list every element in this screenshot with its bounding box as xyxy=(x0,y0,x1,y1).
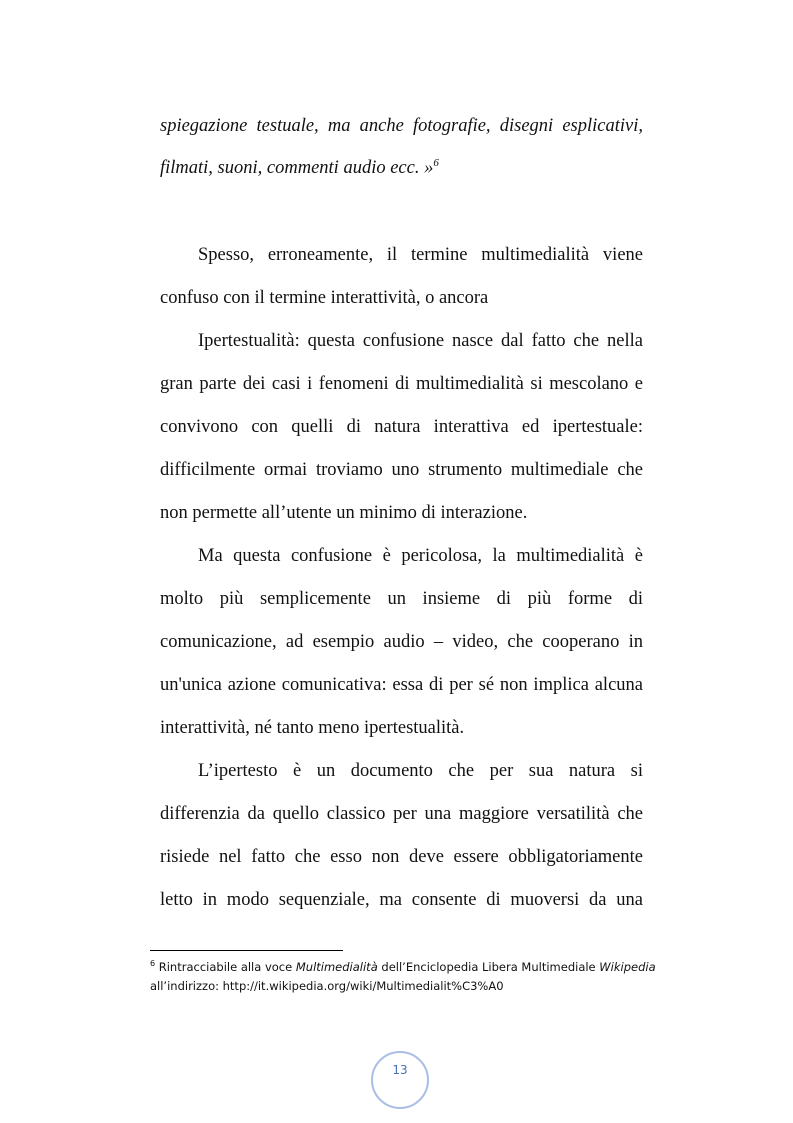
footnote-italic-term-1: Multimedialità xyxy=(295,960,378,974)
footnote-text-before: Rintracciabile alla voce xyxy=(155,960,296,974)
footnote-line-1 xyxy=(150,957,656,977)
body-line: confuso con il termine interattività, o ancora xyxy=(160,288,489,308)
body-line: gran parte dei casi i fenomeni di multimedialità si mescolano e xyxy=(160,374,643,394)
footnote-italic-term-2: Wikipedia xyxy=(599,960,656,974)
body-line: molto più semplicemente un insieme di più forme di xyxy=(160,589,643,609)
body-line: letto in modo sequenziale, ma consente di muoversi da una xyxy=(160,890,643,910)
footnote-line-2: all’indirizzo: http://it.wikipedia.org/wiki/Multimedialit%C3%A0 xyxy=(150,979,504,993)
body-line: L’ipertesto è un documento che per sua natura si xyxy=(198,761,643,781)
body-line: Spesso, erroneamente, il termine multimedialità viene xyxy=(198,245,643,265)
body-line: differenzia da quello classico per una maggiore versatilità che xyxy=(160,804,643,824)
body-line: risiede nel fatto che esso non deve essere obbligatoriamente xyxy=(160,847,643,867)
body-line: interattività, né tanto meno ipertestualità. xyxy=(160,718,465,738)
body-line: Ipertestualità: questa confusione nasce dal fatto che nella xyxy=(198,331,643,351)
quote-line-2 xyxy=(160,156,643,180)
body-line: un'unica azione comunicativa: essa di per sé non implica alcuna xyxy=(160,675,643,695)
footnote-text-middle: dell’Enciclopedia Libera Multimediale xyxy=(377,960,600,974)
footnote-reference[interactable]: 6 xyxy=(433,156,439,169)
footnote-separator xyxy=(150,950,343,951)
page-number: 13 xyxy=(392,1063,408,1077)
quote-line-1-text: spiegazione testuale, ma anche fotografie, disegni esplicativi, xyxy=(160,116,643,136)
body-line: convivono con quelli di natura interattiva ed ipertestuale: xyxy=(160,417,643,437)
quote-line-1 xyxy=(160,114,643,138)
quote-line-2-text: filmati, suoni, commenti audio ecc. » xyxy=(160,158,434,178)
body-line: comunicazione, ad esempio audio – video, che cooperano in xyxy=(160,632,643,652)
page-number-badge xyxy=(371,1051,429,1109)
body-line: non permette all’utente un minimo di interazione. xyxy=(160,503,528,523)
footnote-number: 6 xyxy=(150,959,156,969)
body-line: difficilmente ormai troviamo uno strumento multimediale che xyxy=(160,460,643,480)
body-line: Ma questa confusione è pericolosa, la multimedialità è xyxy=(198,546,643,566)
